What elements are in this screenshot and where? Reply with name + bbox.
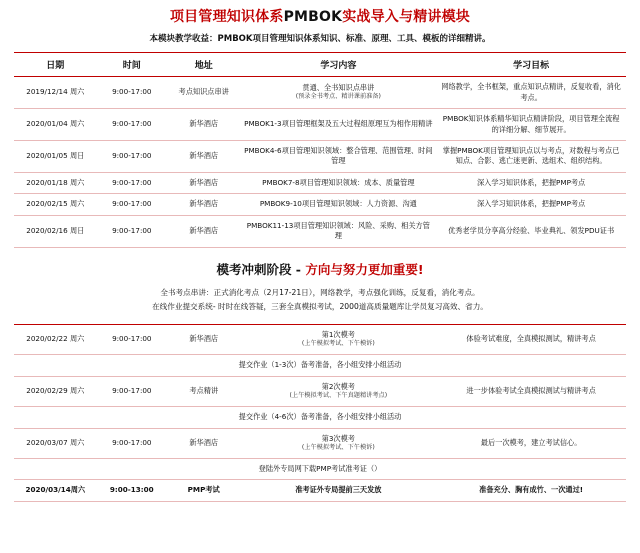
cell-time: 9:00-17:00 (97, 140, 167, 172)
cell-place: 考点知识点串讲 (167, 77, 240, 109)
table-row (14, 77, 626, 109)
table-row (14, 428, 626, 458)
cell-date: 2020/02/16 周日 (14, 215, 97, 247)
cell-content: PMBOK9-10项目管理知识领域：人力资源、沟通 (240, 194, 436, 215)
table-header-row (14, 53, 626, 77)
content-main: 贯通、全书知识点串讲 (302, 82, 375, 92)
cell-time: 9:00-17:00 (97, 215, 167, 247)
header-place: 地址 (167, 53, 240, 77)
cell-content: PMBOK4-6项目管理知识领域：整合管理、范围管理、时间管理 (240, 140, 436, 172)
cell-time: 9:00-17:00 (97, 194, 167, 215)
content-main: 第3次模考 (321, 433, 355, 443)
cell-place: 新华酒店 (167, 428, 240, 458)
cell-span-note: 提交作业（1-3次）备考准备，各小组安排小组活动 (14, 355, 626, 376)
cell-date: 2020/02/22 周六 (14, 324, 97, 354)
cell-content: PMBOK1-3项目管理框架及五大过程组原理互为相作用精讲 (240, 109, 436, 141)
cell-time: 9:00-17:00 (97, 428, 167, 458)
cell-content (240, 376, 436, 406)
header-content: 学习内容 (240, 53, 436, 77)
cell-goal: 深入学习知识体系，把握PMP考点 (436, 172, 626, 193)
section-notes (14, 286, 626, 314)
title-black: PMBOK (283, 9, 343, 25)
table-row (14, 109, 626, 141)
content-sub: (上午模拟考试、下午模诉) (301, 340, 375, 348)
cell-content: PMBOK11-13项目管理知识领域：风险、采购、相关方管理 (240, 215, 436, 247)
page-title (14, 8, 626, 26)
table-row-span (14, 355, 626, 376)
cell-date: 2020/03/07 周六 (14, 428, 97, 458)
cell-time: 9:00-17:00 (97, 376, 167, 406)
cell-goal: 优秀老学员分享高分经验、毕业典礼、领发PDU证书 (436, 215, 626, 247)
cell-place: 新华酒店 (167, 109, 240, 141)
cell-goal: 体验考试难度，全真模拟测试，精讲考点 (436, 324, 626, 354)
cell-content (240, 324, 436, 354)
cell-date: 2020/01/05 周日 (14, 140, 97, 172)
cell-time: 9:00-17:00 (97, 172, 167, 193)
cell-goal: 准备充分、胸有成竹、一次通过! (436, 480, 626, 501)
cell-date: 2020/02/29 周六 (14, 376, 97, 406)
cell-time: 9:00-17:00 (97, 77, 167, 109)
cell-place: 新华酒店 (167, 324, 240, 354)
table-row (14, 215, 626, 247)
cell-date: 2019/12/14 周六 (14, 77, 97, 109)
cell-date: 2020/03/14周六 (14, 480, 97, 501)
cell-place: 新华酒店 (167, 215, 240, 247)
cell-place: PMP考试 (167, 480, 240, 501)
table-row-span (14, 459, 626, 480)
cell-goal: 深入学习知识体系，把握PMP考点 (436, 194, 626, 215)
note-line-1: 全书考点串讲：正式消化考点（2月17-21日），网络教学，考点强化训练，反复看，消化考点。 (160, 287, 480, 297)
cell-content: PMBOK7-8项目管理知识领域：成本、质量管理 (240, 172, 436, 193)
header-time: 时间 (97, 53, 167, 77)
note-line-2: 在线作业提交系统- 时时在线答疑，三套全真模拟考试，2000道高质量题库让学员复习高效、省力。 (152, 301, 488, 311)
cell-time: 9:00-13:00 (97, 480, 167, 501)
cell-time: 9:00-17:00 (97, 109, 167, 141)
schedule-table-mock (14, 324, 626, 502)
table-row-exam (14, 480, 626, 501)
table-row (14, 140, 626, 172)
title-red-2: 实战导入与精讲模块 (342, 9, 471, 25)
cell-place: 新华酒店 (167, 194, 240, 215)
cell-span-note: 提交作业（4-6次）备考准备，各小组安排小组活动 (14, 407, 626, 428)
table-row-span (14, 407, 626, 428)
section-heading-red: 方向与努力更加重要! (305, 261, 424, 277)
cell-goal: 网络教学，全书框架，重点知识点精讲，反复收看，消化考点。 (436, 77, 626, 109)
table-row (14, 376, 626, 406)
content-main: 第1次模考 (321, 329, 355, 339)
cell-place: 考点精讲 (167, 376, 240, 406)
cell-goal: 最后一次模考，建立考试信心。 (436, 428, 626, 458)
content-sub: (上午模拟考试、下午真题精讲考点) (289, 392, 388, 400)
table-row (14, 324, 626, 354)
cell-place: 新华酒店 (167, 140, 240, 172)
header-goal: 学习目标 (436, 53, 626, 77)
cell-date: 2020/01/18 周六 (14, 172, 97, 193)
table-row (14, 194, 626, 215)
cell-goal: PMBOK知识体系精华知识点精讲阶段，项目管理全流程的详细分解、细节展开。 (436, 109, 626, 141)
section-heading (14, 262, 626, 278)
content-main: 第2次模考 (321, 381, 355, 391)
page-subtitle: 本模块教学收益：PMBOK项目管理知识体系知识、标准、原理、工具、模板的详细精讲。 (149, 34, 491, 45)
cell-goal: 掌握PMBOK项目管理知识点以与考点，对数程与考点已知点、合影、逃亡迷更新、选组术、组织结构。 (436, 140, 626, 172)
cell-content (240, 77, 436, 109)
section-heading-black: 模考冲刺阶段 - (216, 261, 306, 277)
title-red-1: 项目管理知识体系 (169, 9, 284, 25)
cell-date: 2020/02/15 周六 (14, 194, 97, 215)
cell-time: 9:00-17:00 (97, 324, 167, 354)
cell-goal: 进一步体验考试全真模拟测试与精讲考点 (436, 376, 626, 406)
cell-place: 新华酒店 (167, 172, 240, 193)
content-sub: (预录全书考点、精讲课前准备) (295, 93, 381, 101)
cell-content (240, 428, 436, 458)
cell-span-note: 登陆外专局网下载PMP考试准考证（） (14, 459, 626, 480)
schedule-table-main (14, 52, 626, 247)
content-sub: (上午模拟考试、下午模诉) (301, 444, 375, 452)
cell-content: 准考证外专局提前三天发放 (240, 480, 436, 501)
cell-date: 2020/01/04 周六 (14, 109, 97, 141)
header-date: 日期 (14, 53, 97, 77)
table-row (14, 172, 626, 193)
